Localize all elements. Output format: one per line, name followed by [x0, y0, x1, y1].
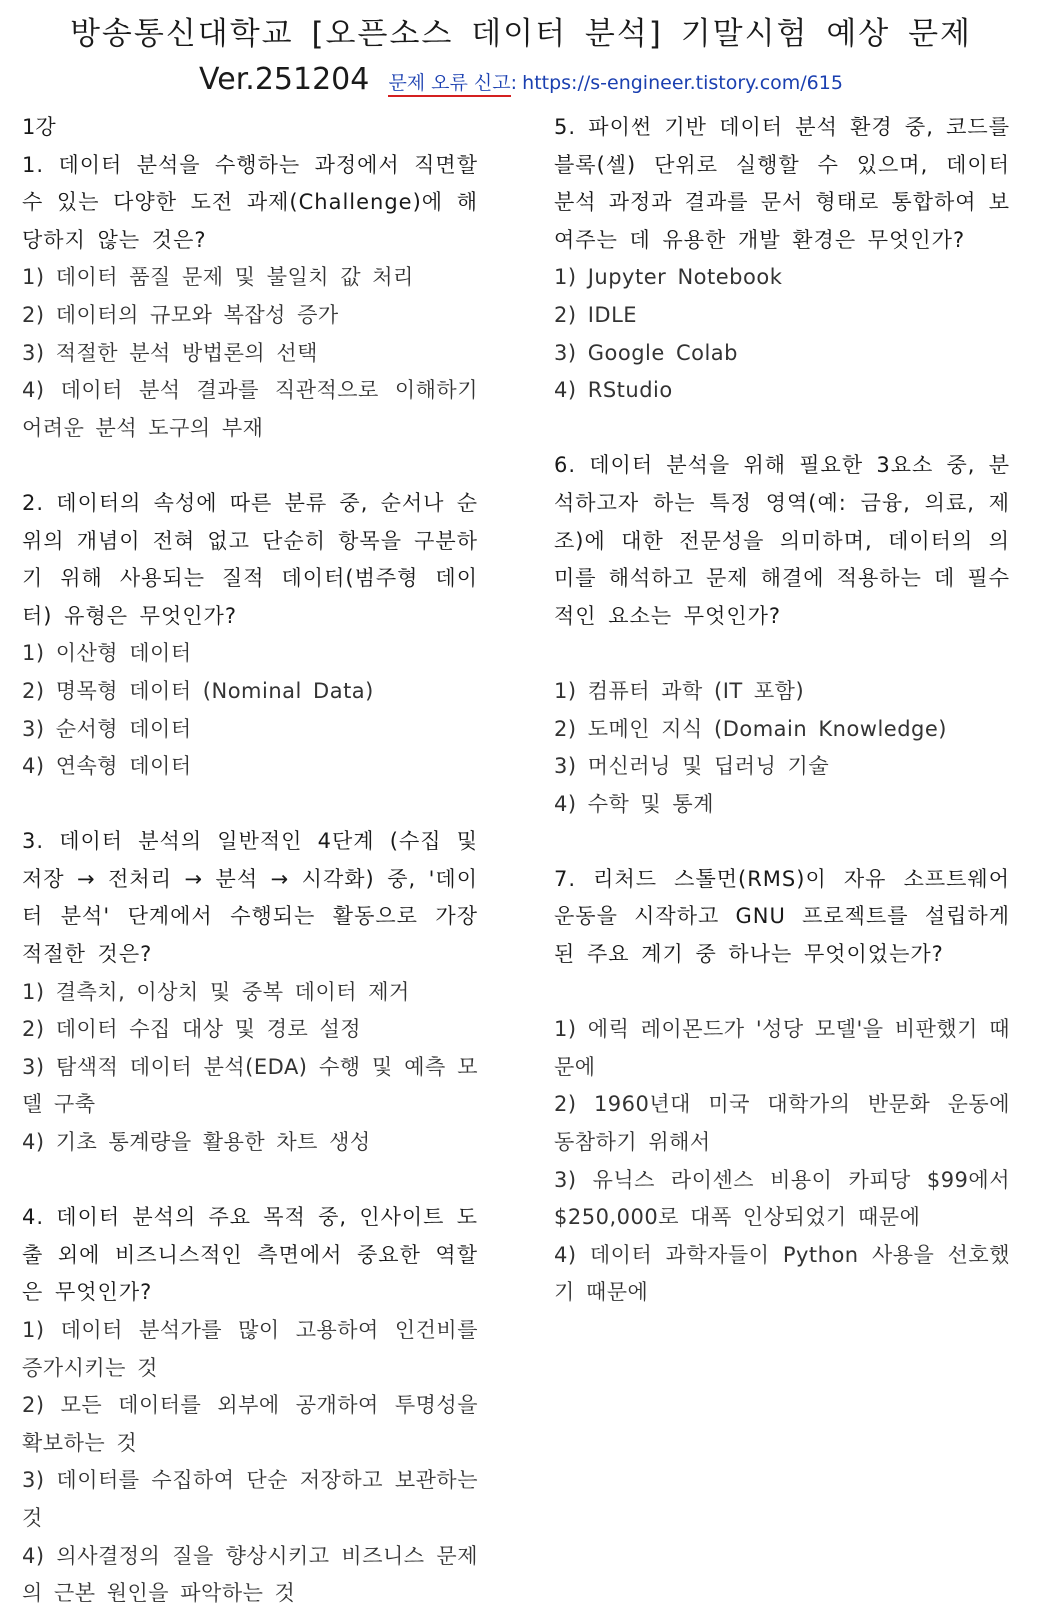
- version-row: [0, 60, 1042, 104]
- answer-option: 4) 수학 및 통계: [554, 791, 715, 816]
- page-title: 방송통신대학교 [오픈소스 데이터 분석] 기말시험 예상 문제: [69, 16, 972, 52]
- answer-option: 4) 연속형 데이터: [22, 754, 192, 779]
- question-5: [554, 109, 1010, 410]
- question-6: [554, 447, 1010, 823]
- answer-option: 4) RStudio: [554, 378, 673, 403]
- answer-option: 2) 데이터의 규모와 복잡성 증가: [22, 302, 339, 327]
- question-4: [22, 1199, 478, 1613]
- error-report-separator: :: [510, 72, 518, 94]
- answer-option: 3) 적절한 분석 방법론의 선택: [22, 340, 318, 365]
- answer-option: 3) 데이터를 수집하여 단순 저장하고 보관하는 것: [22, 1468, 478, 1530]
- answer-option: 1) 컴퓨터 과학 (IT 포함): [554, 678, 805, 703]
- lecture-heading: 1강: [22, 115, 56, 139]
- answer-option: 1) 결측치, 이상치 및 중복 데이터 제거: [22, 979, 410, 1004]
- answer-option: 2) 명목형 데이터 (Nominal Data): [22, 678, 374, 703]
- answer-option: 4) 데이터 과학자들이 Python 사용을 선호했기 때문에: [554, 1242, 1010, 1305]
- question-7: [554, 861, 1010, 1312]
- error-report-link[interactable]: https://s-engineer.tistory.com/615: [522, 72, 843, 94]
- page-header: [0, 0, 1042, 104]
- version-label: Ver.251204: [199, 62, 370, 97]
- answer-option: 4) 기초 통계량을 활용한 차트 생성: [22, 1130, 371, 1155]
- answer-option: 1) Jupyter Notebook: [554, 265, 783, 290]
- answer-option: 2) 데이터 수집 대상 및 경로 설정: [22, 1017, 362, 1042]
- answer-option: 1) 데이터 품질 문제 및 불일치 값 처리: [22, 265, 414, 290]
- answer-option: 1) 이산형 데이터: [22, 641, 192, 666]
- answer-option: 3) 머신러닝 및 딥러닝 기술: [554, 754, 830, 779]
- answer-option: 2) 1960년대 미국 대학가의 반문화 운동에 동참하기 위해서: [554, 1092, 1010, 1155]
- question-3: [22, 823, 478, 1161]
- question-text: 3. 데이터 분석의 일반적인 4단계 (수집 및 저장 → 전처리 → 분석 → 시각화) 중, '데이터 분석' 단계에서 수행되는 활동으로 가장 적절한 것은?: [22, 829, 478, 967]
- answer-option: 1) 데이터 분석가를 많이 고용하여 인건비를 증가시키는 것: [22, 1318, 478, 1380]
- answer-option: 2) IDLE: [554, 302, 638, 327]
- question-text: 7. 리처드 스톨먼(RMS)이 자유 소프트웨어 운동을 시작하고 GNU 프로젝트를 설립하게 된 주요 계기 중 하나는 무엇이었는가?: [554, 866, 1010, 967]
- left-column: [22, 109, 478, 1613]
- error-report-label: 문제 오류 신고: [388, 72, 510, 97]
- answer-option: 2) 도메인 지식 (Domain Knowledge): [554, 716, 947, 741]
- question-text: 5. 파이썬 기반 데이터 분석 환경 중, 코드를 블록(셀) 단위로 실행할 수 있으며, 데이터 분석 과정과 결과를 문서 형태로 통합하여 보여주는 데 유용한 개발 환경은 무엇인가?: [554, 115, 1010, 252]
- answer-option: 1) 에릭 레이몬드가 '성당 모델'을 비판했기 때문에: [554, 1017, 1010, 1079]
- answer-option: 2) 모든 데이터를 외부에 공개하여 투명성을 확보하는 것: [22, 1393, 478, 1455]
- question-text: 1. 데이터 분석을 수행하는 과정에서 직면할 수 있는 다양한 도전 과제(Challenge)에 해당하지 않는 것은?: [22, 152, 478, 252]
- question-text: 6. 데이터 분석을 위해 필요한 3요소 중, 분석하고자 하는 특정 영역(예: 금융, 의료, 제조)에 대한 전문성을 의미하며, 데이터의 의미를 해석하고 문제 해결에 적용하는 데 필수적인 요소는 무엇인가?: [554, 453, 1010, 628]
- answer-option: 3) 유닉스 라이센스 비용이 카피당 $99에서 $250,000로 대폭 인상되었기 때문에: [554, 1167, 1010, 1230]
- question-1: [22, 147, 478, 448]
- answer-option: 3) Google Colab: [554, 340, 739, 365]
- answer-option: 3) 탐색적 데이터 분석(EDA) 수행 및 예측 모델 구축: [22, 1054, 478, 1117]
- answer-option: 4) 의사결정의 질을 향상시키고 비즈니스 문제의 근본 원인을 파악하는 것: [22, 1543, 478, 1606]
- answer-option: 3) 순서형 데이터: [22, 716, 192, 741]
- question-text: 2. 데이터의 속성에 따른 분류 중, 순서나 순위의 개념이 전혀 없고 단순히 항목을 구분하기 위해 사용되는 질적 데이터(범주형 데이터) 유형은 무엇인가?: [22, 490, 478, 628]
- answer-option: 4) 데이터 분석 결과를 직관적으로 이해하기 어려운 분석 도구의 부재: [22, 378, 478, 440]
- right-column: [554, 109, 1010, 1312]
- question-2: [22, 485, 478, 786]
- question-text: 4. 데이터 분석의 주요 목적 중, 인사이트 도출 외에 비즈니스적인 측면에서 중요한 역할은 무엇인가?: [22, 1205, 478, 1305]
